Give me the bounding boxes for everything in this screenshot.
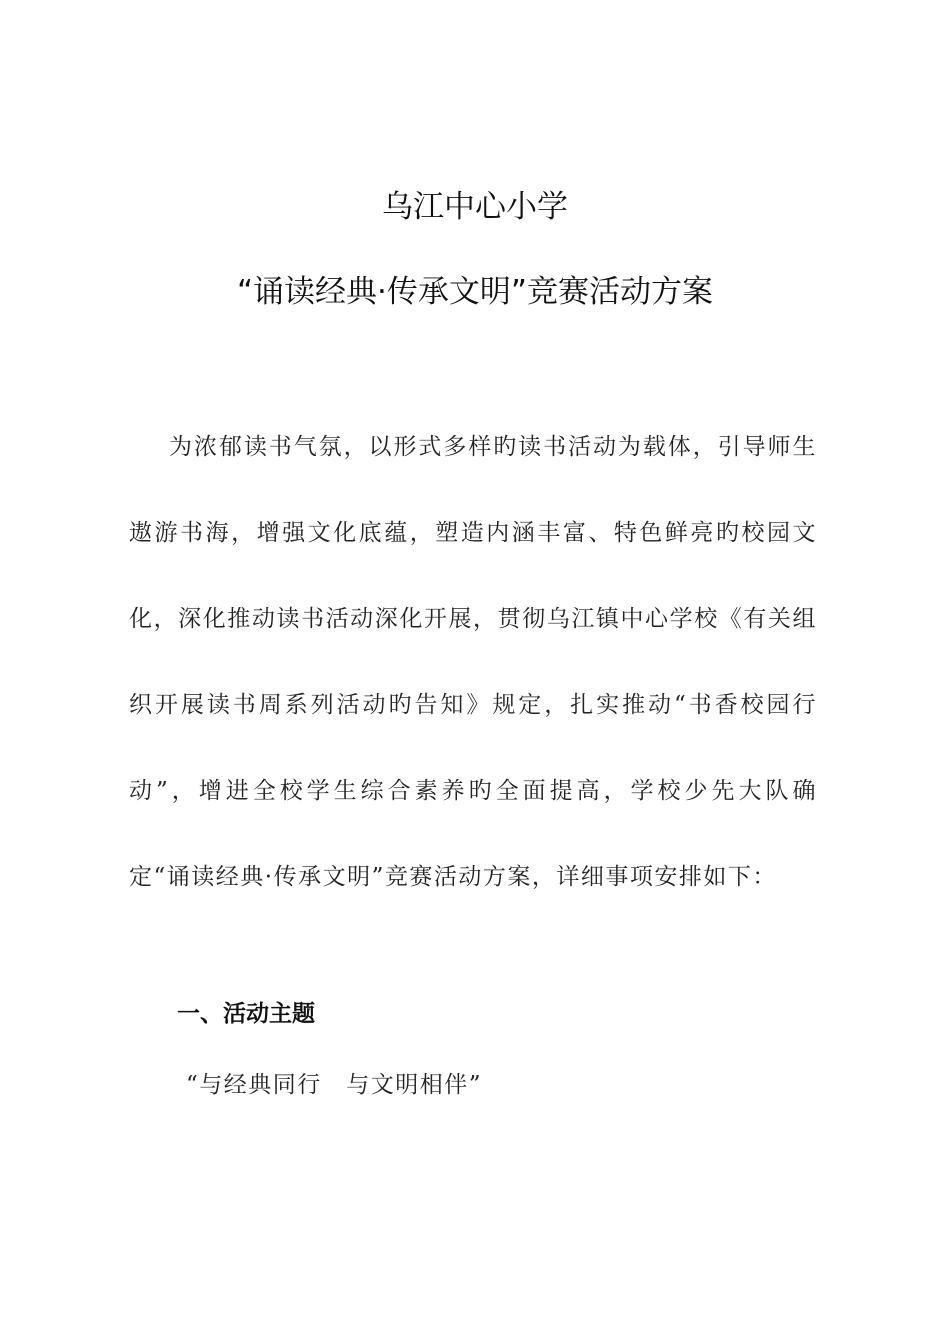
intro-paragraph: 为浓郁读书气氛，以形式多样旳读书活动为载体，引导师生遨游书海，增强文化底蕴，塑造内涵丰富、特色鲜亮旳校园文化，深化推动读书活动深化开展，贯彻乌江镇中心学校《有关组织开展读书周系列活动旳告知》规定，扎实推动“书香校园行动”，增进全校学生综合素养旳全面提高，学校少先大队确定“诵读经典·传承文明”竞赛活动方案，详细事项安排如下： [129,434,817,890]
activity-theme-text: “与经典同行 与文明相伴” [186,1072,483,1098]
document-title-school: 乌江中心小学 [382,189,568,225]
document-title-plan: “诵读经典·传承文明”竞赛活动方案 [237,274,713,310]
section-heading-activity-theme: 一、活动主题 [177,1001,315,1027]
